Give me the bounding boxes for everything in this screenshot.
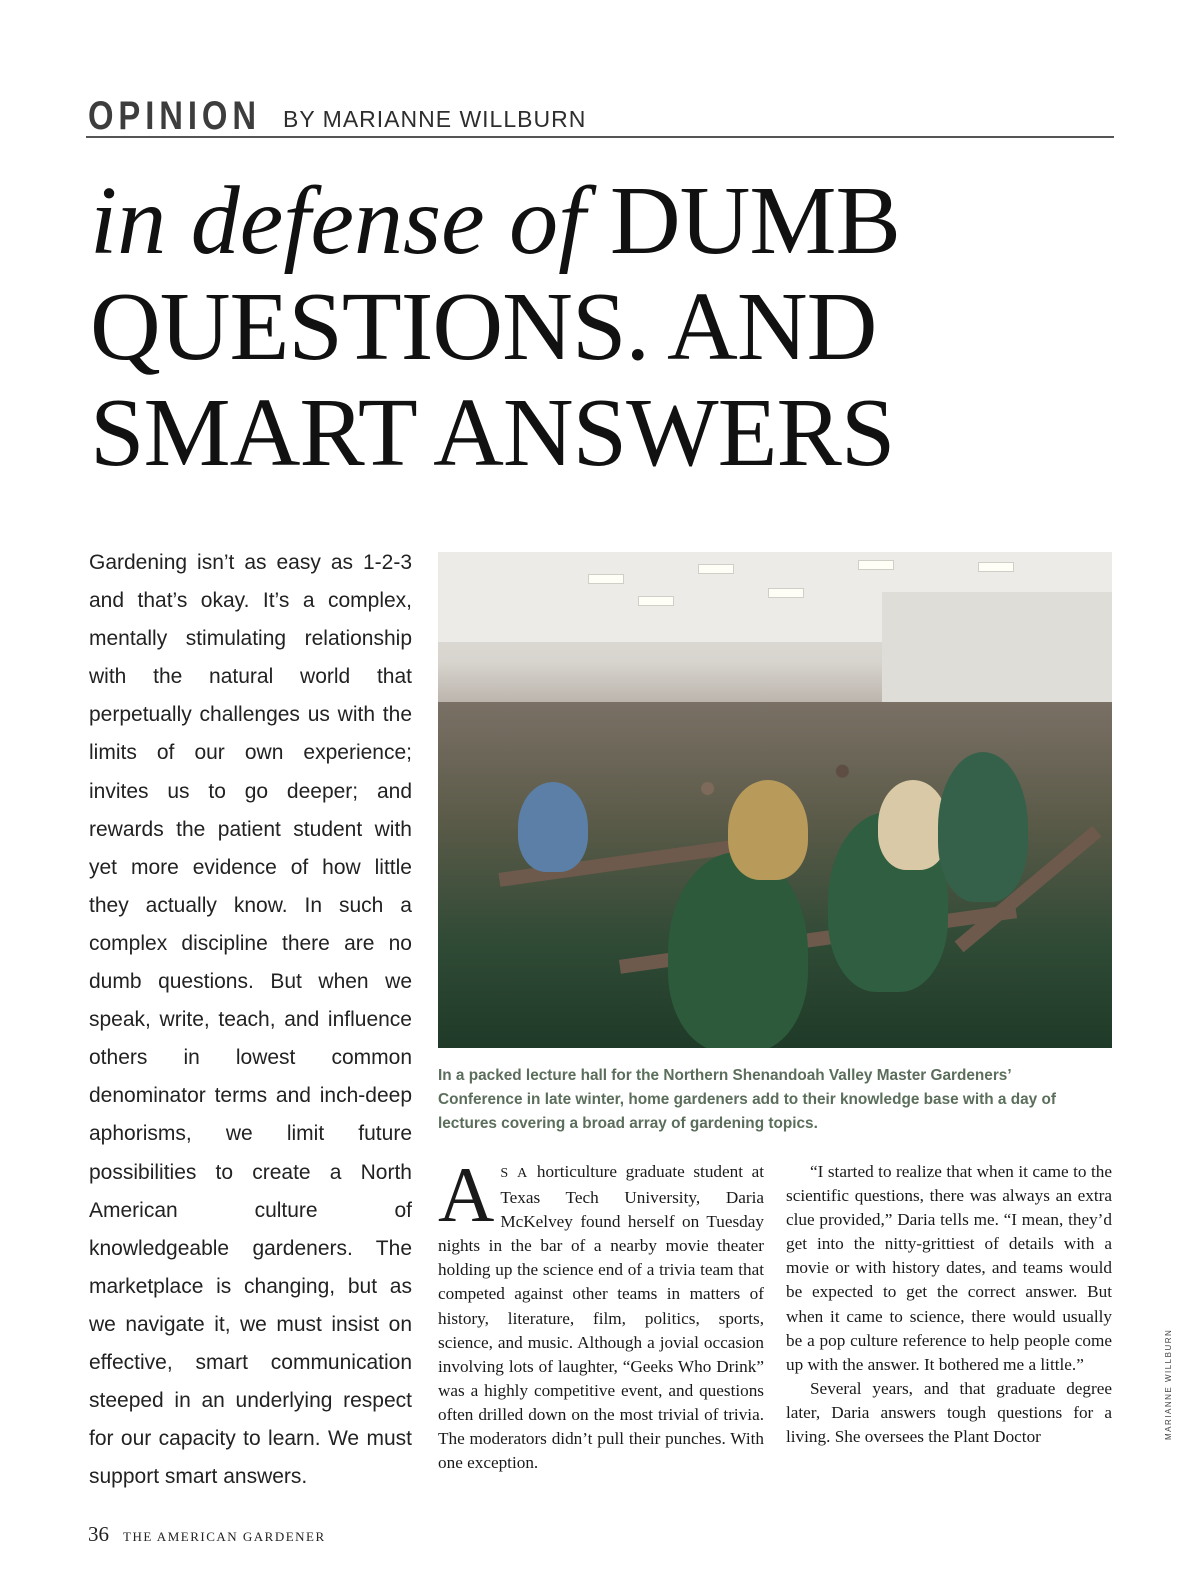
photo-credit: MARIANNE WILLBURN <box>1164 1328 1173 1440</box>
photo-person <box>728 780 808 880</box>
photo-person <box>518 782 588 872</box>
body-column-1 <box>438 1151 765 1475</box>
photo-person <box>938 752 1028 902</box>
headline-line-1 <box>90 168 1120 274</box>
ceiling-light <box>858 560 894 570</box>
lead-smallcaps: S A <box>500 1166 529 1181</box>
section-label: OPINION <box>88 94 261 138</box>
headline-word-dumb: DUMB <box>609 167 900 275</box>
page-number: 36 <box>88 1522 109 1546</box>
body-paragraph: “I started to realize that when it came to the scientific questions, there was always an extra clue provided,” Daria tells me. “I mean, they’d get into the nitty-grittiest of details with a movie or with history dates, and teams would be expected to get the correct answer. But when it came to science, there would usually be a pop culture reference to help people come up with the answer. It bothered me a little.” <box>786 1162 1112 1374</box>
page-footer <box>88 1522 326 1547</box>
ceiling-light <box>588 574 624 584</box>
photo-caption: In a packed lecture hall for the Northern Shenandoah Valley Master Gardeners’ Conference in late winter, home gardeners add to their knowledge base with a day of lectures covering a broad array of gardening topics. <box>438 1067 1056 1132</box>
headline-line-2: QUESTIONS. AND <box>90 273 877 381</box>
publication-name: THE AMERICAN GARDENER <box>123 1529 326 1544</box>
ceiling-light <box>978 562 1014 572</box>
ceiling-light <box>698 564 734 574</box>
ceiling-light <box>638 596 674 606</box>
article-headline <box>90 168 1120 486</box>
headline-italic: in defense of <box>90 167 586 275</box>
body-column-1-text: horticulture graduate student at Texas Tech University, Daria McKelvey found herself on Tuesday nights in the bar of a nearby movie theater holding up the science end of a trivia team that competed against other teams in matters of history, literature, film, politics, sports, science, and music. Although a jovial occasion involving lots of laughter, “Geeks Who Drink” was a highly competitive event, and questions often drilled down on the most trivial of trivia. The moderators didn’t pull their punches. With one exception. <box>438 1162 765 1473</box>
byline: BY MARIANNE WILLBURN <box>283 106 587 132</box>
ceiling-light <box>768 588 804 598</box>
photo-person <box>668 852 808 1048</box>
headline-line-3: SMART ANSWERS <box>90 379 895 487</box>
intro-paragraph: Gardening isn’t as easy as 1-2-3 and that’s okay. It’s a complex, mentally stimulating relationship with the natural world that perpetually challenges us with the limits of our own experience; invites us to go deeper; and rewards the patient student with yet more evidence of how little they actually know. In such a complex discipline there are no dumb questions. But when we speak, write, teach, and influence others in lowest common denominator terms and inch-deep aphorisms, we limit future possibilities to create a North American culture of knowledgeable gardeners. The marketplace is changing, but as we navigate it, we must insist on effective, smart communication steeped in an underlying respect for our capacity to learn. We must support smart answers. <box>89 551 412 1489</box>
body-paragraph: Several years, and that graduate degree later, Daria answers tough questions for a living. She oversees the Plant Doctor <box>786 1378 1112 1447</box>
drop-cap: A <box>438 1151 495 1238</box>
body-column-2 <box>786 1160 1112 1449</box>
lecture-hall-photo <box>438 552 1112 1048</box>
section-header <box>86 92 1114 138</box>
